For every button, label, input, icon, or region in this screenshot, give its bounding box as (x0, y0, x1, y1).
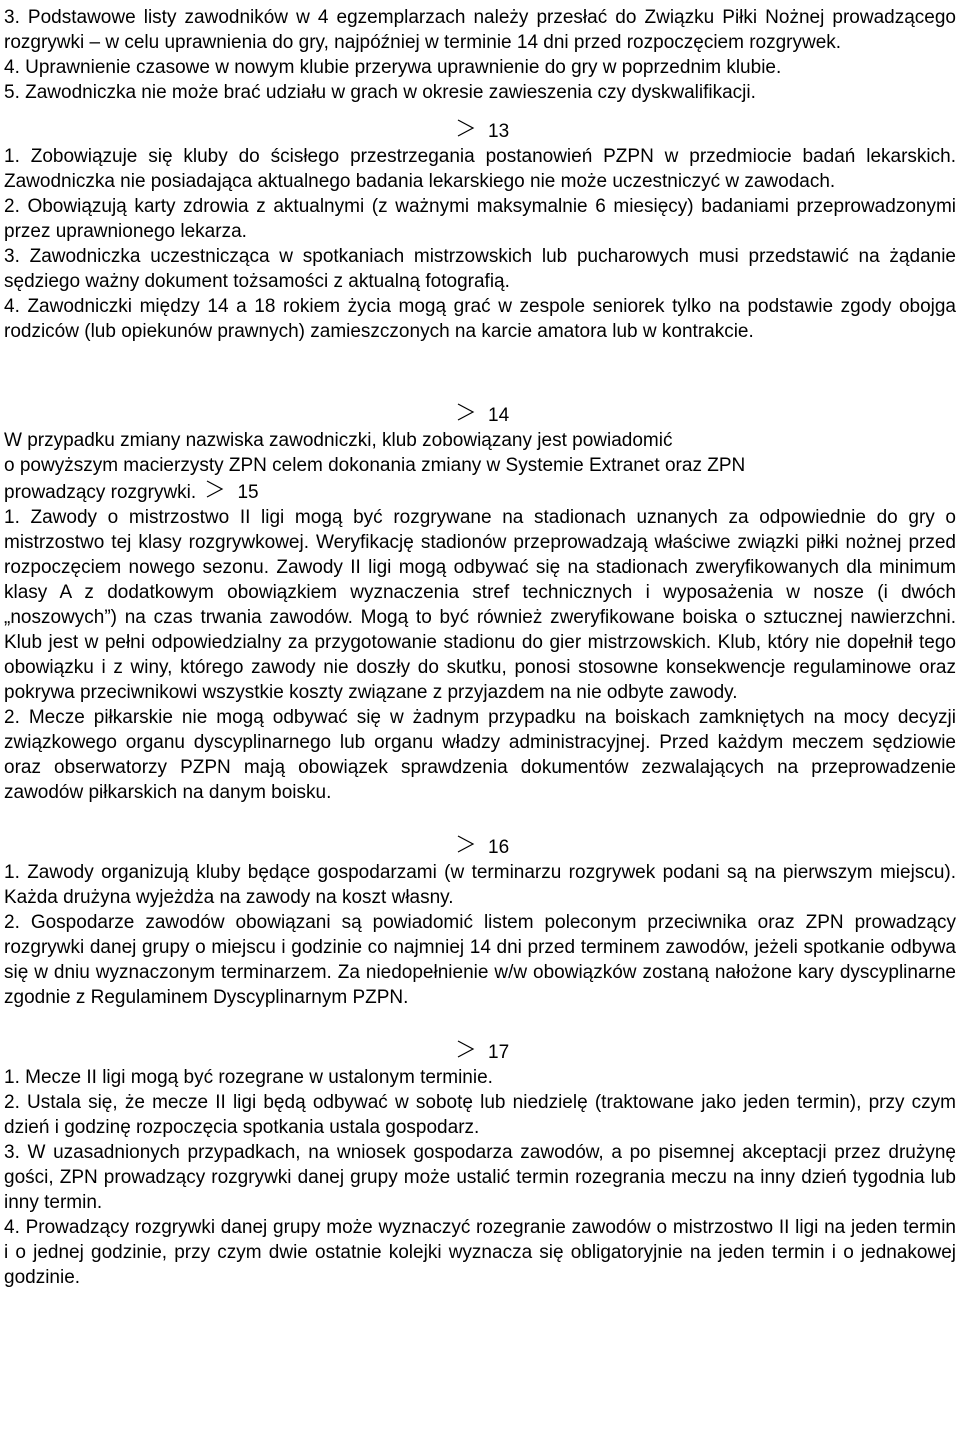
paragraph: 4. Uprawnienie czasowe w nowym klubie przerywa uprawnienie do gry w poprzednim klubie. (4, 57, 782, 78)
paragraph: 1. Zawody organizują kluby będące gospodarzami (w terminarzu rozgrywek podani są na pierwszym miejscu). Każda drużyna wyjeżdża na zawody na koszt własny. (4, 862, 956, 908)
section-sign-icon (205, 478, 225, 500)
document-page (4, 5, 956, 1290)
section-sign-icon (456, 1038, 476, 1060)
paragraph: 2. Ustala się, że mecze II ligi będą odbywać w sobotę lub niedzielę (traktowane jako jeden termin), przy czym dzień i godzinę rozpoczęcia spotkania ustala gospodarz. (4, 1092, 956, 1138)
paragraph: 3. Zawodniczka uczestnicząca w spotkaniach mistrzowskich lub pucharowych musi przedstawić na żądanie sędziego ważny dokument tożsamości z aktualną fotografią. (4, 246, 956, 292)
section-sign-icon (456, 117, 476, 139)
paragraph: 2. Mecze piłkarskie nie mogą odbywać się w żadnym przypadku na boiskach zamkniętych na mocy decyzji związkowego organu dyscyplinarnego lub organu władzy administracyjnej. Przed każdym meczem sędziowie oraz obserwatorzy PZPN mają obowiązek sprawdzenia dokumentów zezwalających na przeprowadzenie zawodów piłkarskich na danym boisku. (4, 707, 956, 803)
section-sign-icon (456, 401, 476, 423)
section-sign-icon (456, 833, 476, 855)
section-number: 16 (488, 837, 510, 858)
paragraph: 1. Zobowiązuje się kluby do ścisłego przestrzegania postanowień PZPN w przedmiocie badań lekarskich. Zawodniczka nie posiadająca aktualnego badania lekarskiego nie może uczestniczyć w zawodach. (4, 146, 956, 192)
paragraph: 4. Zawodniczki między 14 a 18 rokiem życia mogą grać w zespole seniorek tylko na podstawie zgody obojga rodziców (lub opiekunów prawnych) zamieszczonych na karcie amatora lub w kontrakcie. (4, 296, 956, 342)
section-number: 17 (488, 1042, 510, 1063)
section-number: 14 (488, 405, 510, 426)
paragraph-line: o powyższym macierzysty ZPN celem dokonania zmiany w Systemie Extranet oraz ZPN (4, 455, 746, 476)
section-heading-17 (4, 1038, 956, 1065)
paragraph-line: W przypadku zmiany nazwiska zawodniczki, klub zobowiązany jest powiadomić (4, 430, 673, 451)
paragraph: 3. W uzasadnionych przypadkach, na wniosek gospodarza zawodów, a po pisemnej akceptacji przez drużynę gości, ZPN prowadzący rozgrywki danej grupy może ustalić termin rozegrania meczu na inny dzień tygodnia lub inny termin. (4, 1142, 956, 1213)
section-number: 13 (488, 121, 510, 142)
section-heading-13 (4, 117, 956, 144)
paragraph: 2. Obowiązują karty zdrowia z aktualnymi (z ważnymi maksymalnie 6 miesięcy) badaniami przeprowadzonymi przez uprawnionego lekarza. (4, 196, 956, 242)
paragraph-line (4, 478, 956, 505)
paragraph: 5. Zawodniczka nie może brać udziału w grach w okresie zawieszenia czy dyskwalifikacji. (4, 82, 756, 103)
paragraph: 3. Podstawowe listy zawodników w 4 egzemplarzach należy przesłać do Związku Piłki Nożnej prowadzącego rozgrywki – w celu uprawnienia do gry, najpóźniej w terminie 14 dni przed rozpoczęciem rozgrywek. (4, 7, 956, 53)
paragraph: 1. Mecze II ligi mogą być rozegrane w ustalonym terminie. (4, 1067, 493, 1088)
paragraph: 1. Zawody o mistrzostwo II ligi mogą być rozgrywane na stadionach uznanych za odpowiednie do gry o mistrzostwo tej klasy rozgrywkowej. Weryfikację stadionów przeprowadzają właściwe związki piłki nożnej przed rozpoczęciem nowego sezonu. Zawody II ligi mogą odbywać się na stadionach zweryfikowanych dla minimum klasy A z dodatkowym obowiązkiem wyznaczenia stref technicznych i wyposażenia w nosze (i dwóch „noszowych”) na czas trwania zawodów. Mogą to być również zweryfikowane boiska o sztucznej nawierzchni. Klub jest w pełni odpowiedzialny za przygotowanie stadionu do gier mistrzowskich. Klub, który nie dopełnił tego obowiązku i z winy, którego zawody nie doszły do skutku, ponosi stosowne konsekwencje regulaminowe oraz pokrywa przeciwnikowi wszystkie koszty związane z przyjazdem na nie odbyte zawody. (4, 507, 956, 703)
section-heading-14 (4, 401, 956, 428)
section-number: 15 (237, 482, 259, 503)
paragraph-text: prowadzący rozgrywki. (4, 482, 197, 503)
section-heading-16 (4, 833, 956, 860)
paragraph: 2. Gospodarze zawodów obowiązani są powiadomić listem poleconym przeciwnika oraz ZPN prowadzący rozgrywki danej grupy o miejscu i godzinie co najmniej 14 dni przed terminem zawodów, jeżeli spotkanie odbywa się w dniu wyznaczonym terminarzem. Za niedopełnienie w/w obowiązków zostaną nałożone kary dyscyplinarne zgodnie z Regulaminem Dyscyplinarnym PZPN. (4, 912, 956, 1008)
paragraph: 4. Prowadzący rozgrywki danej grupy może wyznaczyć rozegranie zawodów o mistrzostwo II ligi na jeden termin i o jednej godzinie, przy czym dwie ostatnie kolejki wyznacza się obligatoryjnie na jeden termin i o jednakowej godzinie. (4, 1217, 956, 1288)
